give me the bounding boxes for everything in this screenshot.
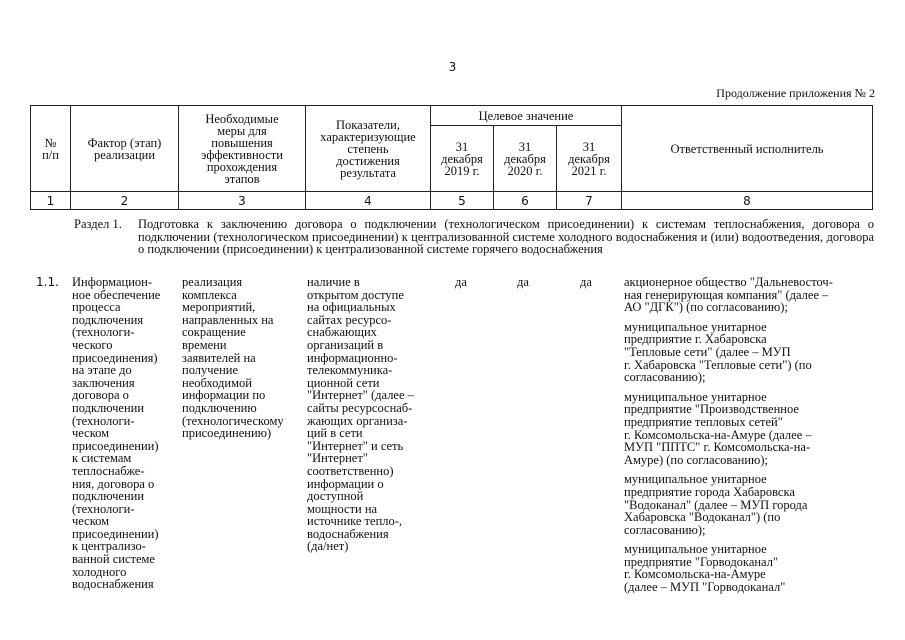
header-year-2019: 31 декабря 2019 г.	[441, 139, 483, 178]
row-value-2020: да	[517, 275, 529, 289]
section-text: Подготовка к заключению договора о подключении (технологическом присоединении) к системам теплоснабжения, договора о подключении (технологическом присоединении) к централизованной системе холодного водоснабжения и (или) водоотведения, договора о подключении (присоединении) к централизованной системе горячего водоснабжения	[138, 217, 874, 256]
responsible-item: акционерное общество "Дальневосточ- ная генерирующая компания" (далее – АО "ДГК") (по согласованию);	[624, 275, 833, 315]
appendix-continuation-note: Продолжение приложения № 2	[716, 86, 875, 100]
header-measures: Необходимые меры для повышения эффективности прохождения этапов	[201, 111, 283, 186]
row-value-2021: да	[580, 275, 592, 289]
row-factor: Информацион- ное обеспечение процесса подключения (технологи- ческого присоединения) на этапе до заключения договора о подключении (технологи- ческом присоединении) к системам теплоснабже- ния, договора о подключении (технологи- ческом присоединении) к централизо- ванной системе холодного водоснабжения	[72, 275, 161, 592]
column-number: 3	[238, 193, 246, 208]
section-label: Раздел 1.	[74, 217, 122, 231]
page-number: 3	[448, 60, 457, 74]
column-number: 4	[364, 193, 372, 208]
header-responsible: Ответственный исполнитель	[670, 141, 824, 156]
section-heading	[74, 218, 874, 256]
column-number: 5	[458, 193, 466, 208]
header-factor: Фактор (этап) реализации	[87, 135, 162, 162]
header-year-2021: 31 декабря 2021 г.	[568, 139, 610, 178]
header-number: № п/п	[42, 135, 59, 162]
row-value-2019: да	[455, 275, 467, 289]
row-measures: реализация комплекса мероприятий, направленных на сокращение времени заявителей на получение необходимой информации по подключению (технологическому присоединению)	[182, 275, 284, 441]
row-number: 1.1.	[36, 275, 59, 289]
responsible-item: муниципальное унитарное предприятие г. Хабаровска "Тепловые сети" (далее – МУП г. Хабаровска "Тепловые сети") (по согласованию);	[624, 319, 812, 385]
column-number: 2	[120, 193, 129, 208]
column-number: 8	[743, 193, 751, 208]
responsible-item: муниципальное унитарное предприятие города Хабаровска "Водоканал" (далее – МУП города Хабаровска "Водоканал") (по согласованию);	[624, 472, 808, 537]
column-number: 1	[46, 193, 55, 208]
header-indicators: Показатели, характеризующие степень достижения результата	[320, 117, 416, 180]
responsible-item: муниципальное унитарное предприятие "Горводоканал" г. Комсомольска-на-Амуре (далее – МУП "Горводоканал"	[624, 542, 786, 595]
header-year-2020: 31 декабря 2020 г.	[504, 139, 546, 178]
row-indicators: наличие в открытом доступе на официальных сайтах ресурсо- снабжающих организаций в информационно- телекоммуника- ционной сети "Интернет" (далее – сайты ресурсоснаб- жающих организа- ций в сети "Интернет" и сеть "Интернет" соответственно) информации о доступной мощности на источнике тепло-, водоснабжения (да/нет)	[307, 275, 414, 554]
header-target-value: Целевое значение	[478, 108, 574, 123]
table-header	[30, 105, 873, 210]
responsible-item: муниципальное унитарное предприятие "Производственное предприятие тепловых сетей" г. Комсомольска-на-Амуре (далее – МУП "ППТС" г. Комсомольска-на- Амуре) (по согласованию);	[624, 389, 812, 467]
column-number: 7	[585, 193, 593, 208]
column-number: 6	[521, 193, 529, 208]
row-responsible	[624, 276, 874, 601]
